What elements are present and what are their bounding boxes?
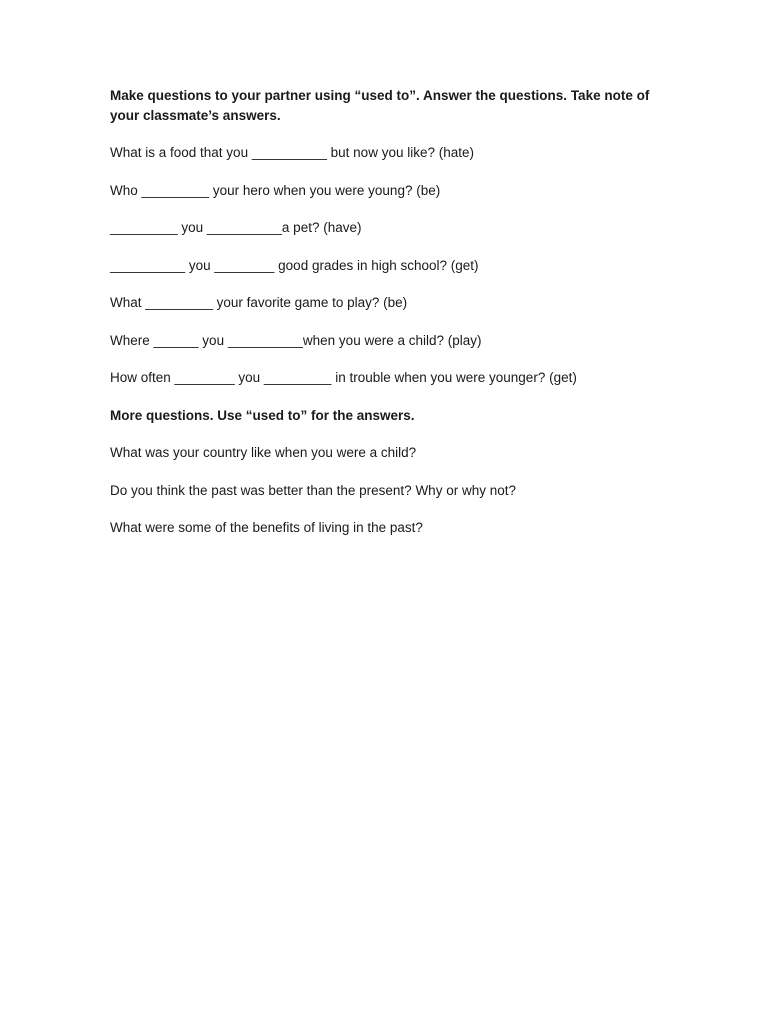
question-7: How often ________ you _________ in trouble when you were younger? (get) (110, 370, 577, 385)
question-4: __________ you ________ good grades in high school? (get) (110, 257, 479, 273)
question-1: What is a food that you __________ but now you like? (hate) (110, 145, 474, 160)
instructions-text: Make questions to your partner using “used to”. Answer the questions. Take note of your classmate’s answers. (110, 88, 650, 123)
more-question-3: What were some of the benefits of living in the past? (110, 520, 423, 535)
question-3: _________ you __________a pet? (have) (110, 220, 362, 235)
question-5: What _________ your favorite game to play? (be) (110, 295, 408, 310)
question-2: Who _________ your hero when you were young? (be) (110, 182, 441, 198)
more-question-2: Do you think the past was better than the present? Why or why not? (110, 482, 516, 498)
more-question-1: What was your country like when you were a child? (110, 445, 417, 460)
worksheet-content (110, 86, 670, 556)
more-questions-heading: More questions. Use “used to” for the answers. (110, 407, 415, 423)
question-6: Where ______ you __________when you were a child? (play) (110, 332, 482, 348)
